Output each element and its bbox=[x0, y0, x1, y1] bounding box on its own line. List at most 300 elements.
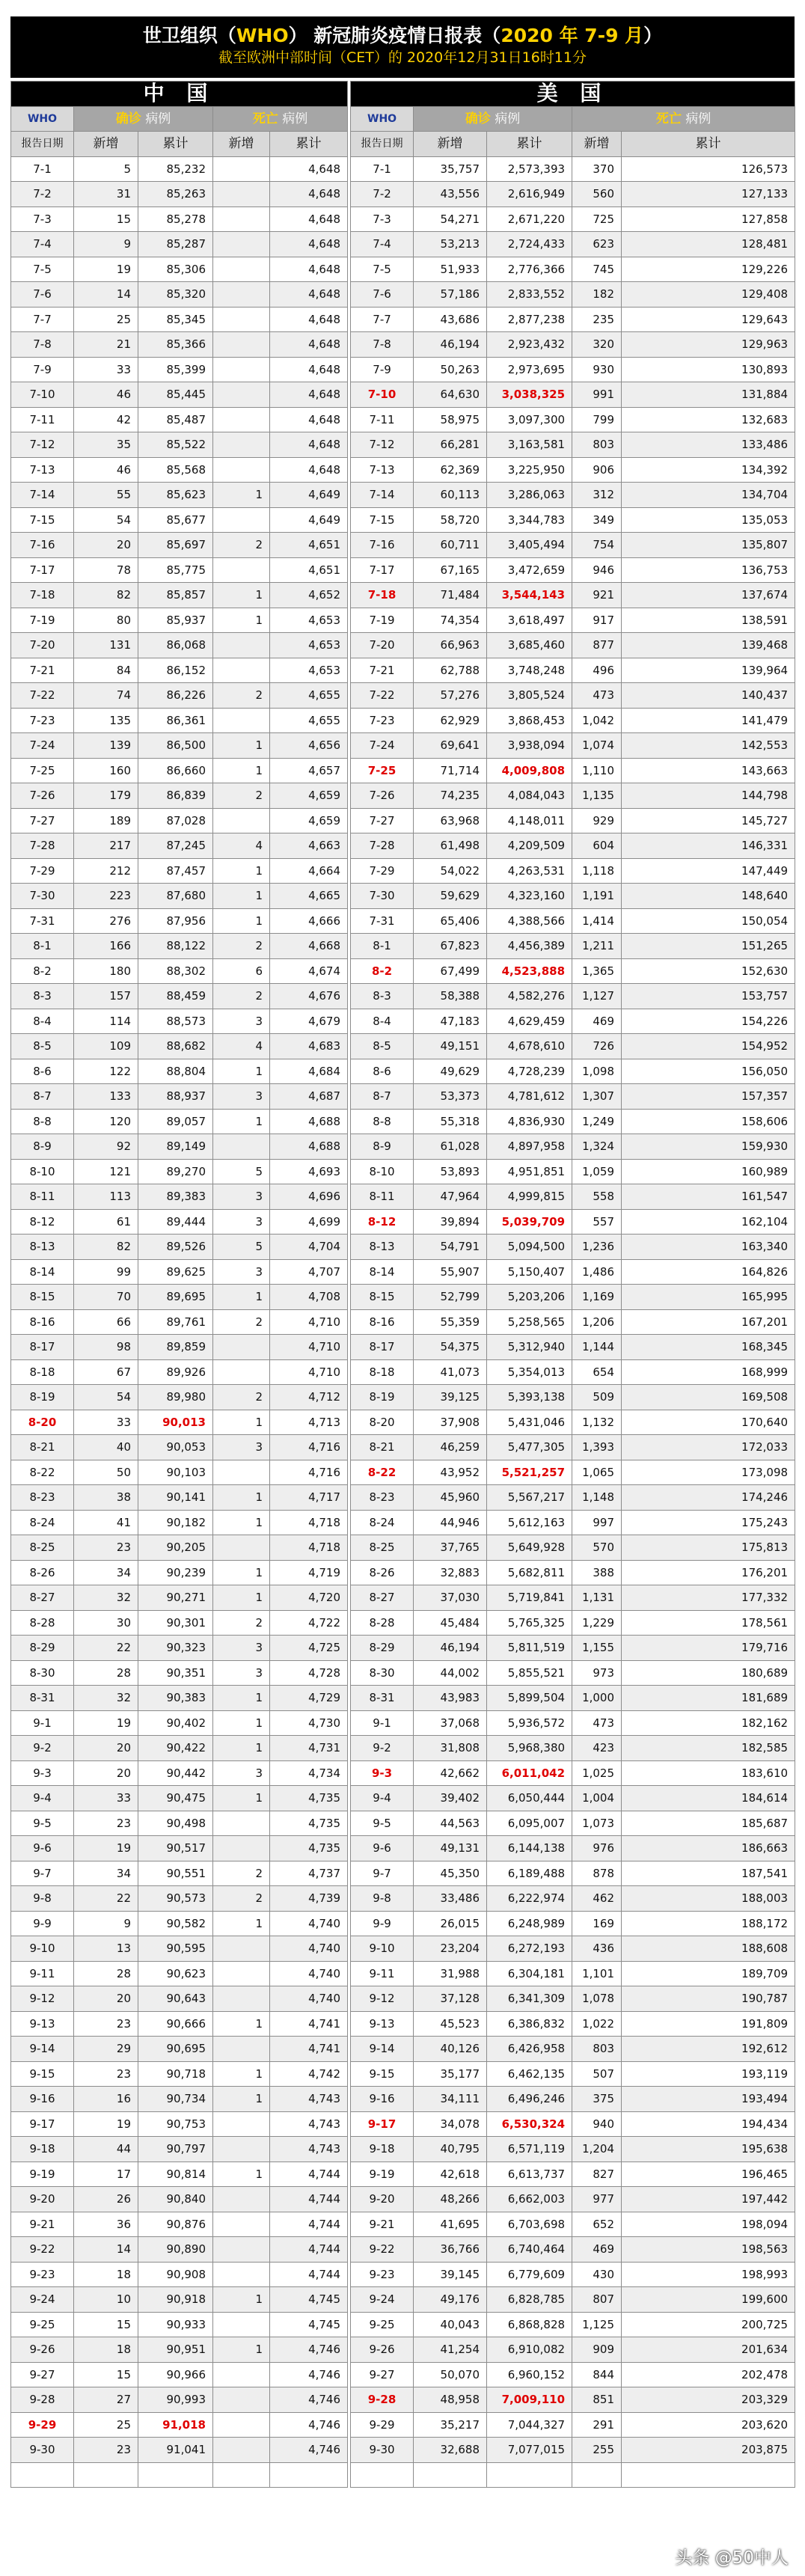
report-header bbox=[10, 16, 795, 78]
us-deaths-new-cell: 320 bbox=[572, 332, 622, 358]
cn-date-cell: 9-17 bbox=[11, 2111, 74, 2137]
cn-date-cell: 7-28 bbox=[11, 833, 74, 859]
us-deaths-total-cell: 143,663 bbox=[622, 758, 795, 783]
us-date-cell: 8-27 bbox=[351, 1585, 414, 1611]
cn-date-cell: 7-13 bbox=[11, 457, 74, 483]
us-date-cell: 8-24 bbox=[351, 1510, 414, 1535]
cn-deaths-total-cell: 4,687 bbox=[270, 1084, 348, 1110]
us-deaths-new-cell: 940 bbox=[572, 2111, 622, 2137]
us-date-cell: 9-8 bbox=[351, 1886, 414, 1912]
cn-deaths-total-cell: 4,739 bbox=[270, 1886, 348, 1912]
cn-deaths-total-cell: 4,745 bbox=[270, 2287, 348, 2313]
table-row bbox=[11, 1009, 795, 1034]
cn-deaths-total-cell: 4,688 bbox=[270, 1134, 348, 1160]
cn-date-cell: 7-12 bbox=[11, 432, 74, 458]
us-confirmed-new-cell: 63,968 bbox=[414, 808, 487, 833]
cn-confirmed-new-cell: 40 bbox=[74, 1435, 138, 1460]
us-date-cell: 7-4 bbox=[351, 232, 414, 257]
us-deaths-total-cell: 165,995 bbox=[622, 1285, 795, 1310]
table-footer-row bbox=[11, 2462, 795, 2488]
us-deaths-new-cell: 560 bbox=[572, 182, 622, 207]
us-deaths-new-cell: 570 bbox=[572, 1535, 622, 1561]
cn-deaths-new-cell bbox=[213, 282, 270, 308]
us-deaths-new-cell: 1,191 bbox=[572, 884, 622, 909]
cn-deaths-total-cell: 4,651 bbox=[270, 533, 348, 558]
us-deaths-total-cell: 152,630 bbox=[622, 958, 795, 984]
cn-confirmed-total-cell: 86,660 bbox=[138, 758, 213, 783]
cn-deaths-new-cell: 1 bbox=[213, 1059, 270, 1084]
cn-confirmed-new-cell: 180 bbox=[74, 958, 138, 984]
us-date-cell: 8-6 bbox=[351, 1059, 414, 1084]
cn-date-cell: 8-21 bbox=[11, 1435, 74, 1460]
us-confirmed-new-cell: 23,204 bbox=[414, 1936, 487, 1962]
us-confirmed-new-cell: 39,125 bbox=[414, 1385, 487, 1410]
cn-deaths-new-cell bbox=[213, 307, 270, 332]
cn-confirmed-total-cell: 87,028 bbox=[138, 808, 213, 833]
us-deaths-total-cell: 175,813 bbox=[622, 1535, 795, 1561]
table-row bbox=[11, 1986, 795, 2012]
cn-deaths-total-cell: 4,659 bbox=[270, 808, 348, 833]
us-confirmed-total-cell: 3,938,094 bbox=[487, 733, 572, 759]
us-date-cell: 7-23 bbox=[351, 708, 414, 733]
cn-deaths-new-cell: 2 bbox=[213, 683, 270, 709]
cn-deaths-new-cell: 4 bbox=[213, 833, 270, 859]
cn-deaths-total-cell: 4,735 bbox=[270, 1811, 348, 1836]
us-date-cell: 7-31 bbox=[351, 908, 414, 934]
cn-deaths-total-cell: 4,653 bbox=[270, 658, 348, 683]
us-confirmed-new-cell: 58,975 bbox=[414, 407, 487, 432]
us-deaths-new-cell: 1,101 bbox=[572, 1961, 622, 1986]
cn-date-cell: 8-6 bbox=[11, 1059, 74, 1084]
cn-confirmed-total-cell: 90,182 bbox=[138, 1510, 213, 1535]
cn-deaths-total-cell: 4,730 bbox=[270, 1710, 348, 1736]
cn-deaths-total-cell: 4,655 bbox=[270, 683, 348, 709]
us-confirmed-total-cell: 4,897,958 bbox=[487, 1134, 572, 1160]
cn-date-cell: 8-4 bbox=[11, 1009, 74, 1034]
cn-date-cell: 8-17 bbox=[11, 1335, 74, 1360]
cn-deaths-new-cell bbox=[213, 357, 270, 382]
us-confirmed-total-cell: 3,163,581 bbox=[487, 432, 572, 458]
cn-confirmed-new-cell: 131 bbox=[74, 633, 138, 658]
us-deaths-total-cell: 164,826 bbox=[622, 1259, 795, 1285]
cn-confirmed-total-cell: 90,573 bbox=[138, 1886, 213, 1912]
us-deaths-new-cell: 1,022 bbox=[572, 2011, 622, 2037]
cn-deaths-total-cell: 4,735 bbox=[270, 1836, 348, 1861]
cn-deaths-new-cell bbox=[213, 1836, 270, 1861]
cn-confirmed-new-cell: 31 bbox=[74, 182, 138, 207]
cn-deaths-total-cell: 4,712 bbox=[270, 1385, 348, 1410]
cn-deaths-total-cell: 4,713 bbox=[270, 1410, 348, 1435]
cn-deaths-new-cell bbox=[213, 658, 270, 683]
us-deaths-total-cell: 127,858 bbox=[622, 206, 795, 232]
cn-deaths-total-cell: 4,668 bbox=[270, 934, 348, 959]
cn-deaths-total-cell: 4,734 bbox=[270, 1760, 348, 1786]
us-confirmed-total-header: 累计 bbox=[487, 132, 572, 157]
cn-confirmed-new-cell: 42 bbox=[74, 407, 138, 432]
us-confirmed-new-cell: 32,688 bbox=[414, 2438, 487, 2463]
us-deaths-total-cell: 179,716 bbox=[622, 1636, 795, 1661]
us-deaths-total-cell: 200,725 bbox=[622, 2312, 795, 2337]
table-row bbox=[11, 206, 795, 232]
us-who-label: WHO bbox=[351, 106, 414, 132]
us-confirmed-total-cell: 3,038,325 bbox=[487, 382, 572, 408]
table-row bbox=[11, 2087, 795, 2112]
cn-date-cell: 8-8 bbox=[11, 1109, 74, 1134]
daily-report-table bbox=[10, 81, 795, 2488]
us-confirmed-new-cell: 46,194 bbox=[414, 332, 487, 358]
cn-confirmed-total-cell: 90,797 bbox=[138, 2137, 213, 2162]
country-header-row bbox=[11, 82, 795, 107]
cn-deaths-total-cell: 4,746 bbox=[270, 2387, 348, 2413]
us-confirmed-new-cell: 57,276 bbox=[414, 683, 487, 709]
us-deaths-new-cell: 1,324 bbox=[572, 1134, 622, 1160]
us-deaths-new-cell: 509 bbox=[572, 1385, 622, 1410]
us-date-cell: 9-10 bbox=[351, 1936, 414, 1962]
cn-deaths-new-cell: 1 bbox=[213, 1710, 270, 1736]
cn-deaths-new-cell bbox=[213, 232, 270, 257]
us-deaths-new-cell: 1,155 bbox=[572, 1636, 622, 1661]
cn-date-cell: 9-15 bbox=[11, 2061, 74, 2087]
cn-confirmed-total-cell: 89,057 bbox=[138, 1109, 213, 1134]
cn-confirmed-total-cell: 85,775 bbox=[138, 557, 213, 583]
us-deaths-total-cell: 163,340 bbox=[622, 1235, 795, 1260]
cn-deaths-total-cell: 4,725 bbox=[270, 1636, 348, 1661]
cn-deaths-total-cell: 4,649 bbox=[270, 483, 348, 508]
us-confirmed-new-cell: 44,563 bbox=[414, 1811, 487, 1836]
us-date-cell: 9-12 bbox=[351, 1986, 414, 2012]
cn-date-cell: 7-6 bbox=[11, 282, 74, 308]
table-row bbox=[11, 683, 795, 709]
us-confirmed-total-cell: 3,685,460 bbox=[487, 633, 572, 658]
us-confirmed-new-cell: 53,373 bbox=[414, 1084, 487, 1110]
cn-confirmed-total-cell: 90,814 bbox=[138, 2162, 213, 2187]
cn-confirmed-new-cell: 20 bbox=[74, 1736, 138, 1761]
table-row bbox=[11, 858, 795, 884]
us-confirmed-total-cell: 4,836,930 bbox=[487, 1109, 572, 1134]
cn-deaths-total-cell: 4,648 bbox=[270, 307, 348, 332]
us-confirmed-new-cell: 46,194 bbox=[414, 1636, 487, 1661]
cn-confirmed-total-cell: 88,302 bbox=[138, 958, 213, 984]
cn-deaths-total-cell: 4,653 bbox=[270, 633, 348, 658]
cn-date-cell: 9-3 bbox=[11, 1760, 74, 1786]
cn-deaths-total-cell: 4,716 bbox=[270, 1460, 348, 1485]
us-date-cell: 7-24 bbox=[351, 733, 414, 759]
us-confirmed-total-cell: 5,719,841 bbox=[487, 1585, 572, 1611]
cn-deaths-new-cell bbox=[213, 2387, 270, 2413]
table-row bbox=[11, 884, 795, 909]
cn-confirmed-new-cell: 15 bbox=[74, 2312, 138, 2337]
us-date-cell: 9-29 bbox=[351, 2412, 414, 2438]
us-date-cell: 9-23 bbox=[351, 2262, 414, 2287]
cn-deaths-total-cell: 4,731 bbox=[270, 1736, 348, 1761]
cn-deaths-total-cell: 4,652 bbox=[270, 583, 348, 608]
us-deaths-total-cell: 148,640 bbox=[622, 884, 795, 909]
us-date-cell: 9-1 bbox=[351, 1710, 414, 1736]
cn-confirmed-total-cell: 90,876 bbox=[138, 2212, 213, 2237]
cn-confirmed-new-header: 新增 bbox=[74, 132, 138, 157]
us-confirmed-new-cell: 39,145 bbox=[414, 2262, 487, 2287]
cn-confirmed-new-cell: 23 bbox=[74, 2011, 138, 2037]
table-row bbox=[11, 332, 795, 358]
us-confirmed-total-cell: 4,456,389 bbox=[487, 934, 572, 959]
us-deaths-total-cell: 196,465 bbox=[622, 2162, 795, 2187]
cn-deaths-new-cell: 1 bbox=[213, 1560, 270, 1585]
us-deaths-total-cell: 140,437 bbox=[622, 683, 795, 709]
cn-confirmed-new-cell: 26 bbox=[74, 2187, 138, 2212]
us-confirmed-total-cell: 2,877,238 bbox=[487, 307, 572, 332]
cn-date-cell: 9-27 bbox=[11, 2362, 74, 2387]
us-confirmed-total-cell: 6,868,828 bbox=[487, 2312, 572, 2337]
us-date-cell: 7-14 bbox=[351, 483, 414, 508]
us-deaths-new-cell: 1,393 bbox=[572, 1435, 622, 1460]
us-confirmed-total-cell: 7,077,015 bbox=[487, 2438, 572, 2463]
cn-confirmed-new-cell: 22 bbox=[74, 1636, 138, 1661]
us-date-cell: 8-9 bbox=[351, 1134, 414, 1160]
cn-confirmed-new-cell: 67 bbox=[74, 1359, 138, 1385]
us-confirmed-total-cell: 2,833,552 bbox=[487, 282, 572, 308]
us-deaths-new-cell: 803 bbox=[572, 2037, 622, 2062]
table-row bbox=[11, 382, 795, 408]
cn-deaths-new-cell bbox=[213, 2187, 270, 2212]
us-deaths-new-cell: 1,211 bbox=[572, 934, 622, 959]
us-deaths-total-cell: 141,479 bbox=[622, 708, 795, 733]
cn-deaths-total-cell: 4,699 bbox=[270, 1209, 348, 1235]
cn-deaths-new-cell bbox=[213, 1460, 270, 1485]
us-deaths-total-cell: 172,033 bbox=[622, 1435, 795, 1460]
cn-deaths-new-header: 新增 bbox=[213, 132, 270, 157]
cn-deaths-new-cell: 3 bbox=[213, 1259, 270, 1285]
cn-deaths-total-cell: 4,746 bbox=[270, 2438, 348, 2463]
cn-confirmed-total-cell: 88,804 bbox=[138, 1059, 213, 1084]
us-deaths-new-cell: 1,486 bbox=[572, 1259, 622, 1285]
us-date-cell: 9-27 bbox=[351, 2362, 414, 2387]
us-confirmed-new-cell: 62,929 bbox=[414, 708, 487, 733]
us-confirmed-new-cell: 54,022 bbox=[414, 858, 487, 884]
cn-date-cell: 7-2 bbox=[11, 182, 74, 207]
cn-deaths-new-cell: 1 bbox=[213, 2087, 270, 2112]
us-confirmed-total-cell: 5,431,046 bbox=[487, 1410, 572, 1435]
cn-confirmed-new-cell: 19 bbox=[74, 1836, 138, 1861]
cn-confirmed-total-cell: 90,551 bbox=[138, 1861, 213, 1886]
cn-deaths-new-cell: 1 bbox=[213, 858, 270, 884]
cn-deaths-new-cell: 1 bbox=[213, 1510, 270, 1535]
us-deaths-total-cell: 129,643 bbox=[622, 307, 795, 332]
cn-confirmed-total-cell: 90,666 bbox=[138, 2011, 213, 2037]
cn-confirmed-total-cell: 90,643 bbox=[138, 1986, 213, 2012]
us-date-cell: 7-8 bbox=[351, 332, 414, 358]
cn-confirmed-total-cell: 86,226 bbox=[138, 683, 213, 709]
cn-confirmed-total-cell: 89,383 bbox=[138, 1184, 213, 1210]
us-confirmed-new-cell: 45,484 bbox=[414, 1610, 487, 1636]
us-confirmed-new-cell: 60,711 bbox=[414, 533, 487, 558]
us-deaths-total-cell: 198,563 bbox=[622, 2237, 795, 2263]
cn-deaths-new-cell: 4 bbox=[213, 1034, 270, 1059]
us-confirmed-total-cell: 3,405,494 bbox=[487, 533, 572, 558]
us-deaths-total-cell: 168,999 bbox=[622, 1359, 795, 1385]
us-confirmed-total-cell: 4,084,043 bbox=[487, 783, 572, 809]
us-confirmed-total-cell: 3,805,524 bbox=[487, 683, 572, 709]
us-confirmed-total-cell: 4,999,815 bbox=[487, 1184, 572, 1210]
us-deaths-new-cell: 930 bbox=[572, 357, 622, 382]
cn-date-cell: 9-6 bbox=[11, 1836, 74, 1861]
us-date-cell: 8-12 bbox=[351, 1209, 414, 1235]
us-confirmed-total-cell: 2,573,393 bbox=[487, 156, 572, 182]
us-deaths-new-cell: 1,148 bbox=[572, 1485, 622, 1511]
us-deaths-total-cell: 128,481 bbox=[622, 232, 795, 257]
cn-confirmed-total-cell: 85,677 bbox=[138, 507, 213, 533]
us-confirmed-total-cell: 3,544,143 bbox=[487, 583, 572, 608]
us-confirmed-total-cell: 4,728,239 bbox=[487, 1059, 572, 1084]
us-deaths-total-cell: 150,054 bbox=[622, 908, 795, 934]
us-deaths-total-cell: 131,884 bbox=[622, 382, 795, 408]
us-date-cell: 9-6 bbox=[351, 1836, 414, 1861]
cn-confirmed-new-cell: 54 bbox=[74, 1385, 138, 1410]
cn-confirmed-new-cell: 98 bbox=[74, 1335, 138, 1360]
us-confirmed-new-cell: 67,823 bbox=[414, 934, 487, 959]
cn-deaths-total-cell: 4,688 bbox=[270, 1109, 348, 1134]
us-confirmed-total-cell: 6,496,246 bbox=[487, 2087, 572, 2112]
cn-confirmed-total-cell: 87,457 bbox=[138, 858, 213, 884]
us-confirmed-new-cell: 47,964 bbox=[414, 1184, 487, 1210]
cn-deaths-new-cell bbox=[213, 1986, 270, 2012]
us-confirmed-total-cell: 5,855,521 bbox=[487, 1660, 572, 1686]
cn-date-cell: 7-31 bbox=[11, 908, 74, 934]
table-row bbox=[11, 1460, 795, 1485]
cn-confirmed-total-cell: 85,278 bbox=[138, 206, 213, 232]
cn-date-cell: 8-30 bbox=[11, 1660, 74, 1686]
us-deaths-total-cell: 153,757 bbox=[622, 984, 795, 1009]
cn-deaths-new-cell bbox=[213, 1811, 270, 1836]
cn-confirmed-total-cell: 85,522 bbox=[138, 432, 213, 458]
us-deaths-new-cell: 235 bbox=[572, 307, 622, 332]
cn-deaths-total-cell: 4,744 bbox=[270, 2212, 348, 2237]
us-deaths-total-cell: 188,003 bbox=[622, 1886, 795, 1912]
table-row bbox=[11, 1535, 795, 1561]
cn-confirmed-total-cell: 88,682 bbox=[138, 1034, 213, 1059]
us-date-cell: 8-21 bbox=[351, 1435, 414, 1460]
cn-deaths-total-cell: 4,741 bbox=[270, 2037, 348, 2062]
cn-deaths-total-cell: 4,676 bbox=[270, 984, 348, 1009]
us-confirmed-total-cell: 4,629,459 bbox=[487, 1009, 572, 1034]
report-title: 世卫组织（WHO） 新冠肺炎疫情日报表（2020 年 7-9 月） bbox=[142, 25, 663, 46]
cn-confirmed-total-cell: 90,053 bbox=[138, 1435, 213, 1460]
us-deaths-total-cell: 132,683 bbox=[622, 407, 795, 432]
cn-deaths-new-cell: 1 bbox=[213, 583, 270, 608]
cn-confirmed-total-cell: 89,859 bbox=[138, 1335, 213, 1360]
us-confirmed-total-cell: 2,671,220 bbox=[487, 206, 572, 232]
cn-date-cell: 8-12 bbox=[11, 1209, 74, 1235]
cn-date-cell: 9-16 bbox=[11, 2087, 74, 2112]
table-row bbox=[11, 2387, 795, 2413]
us-deaths-total-cell: 201,634 bbox=[622, 2337, 795, 2363]
us-confirmed-new-cell: 54,375 bbox=[414, 1335, 487, 1360]
us-date-cell: 8-11 bbox=[351, 1184, 414, 1210]
us-deaths-total-cell: 129,963 bbox=[622, 332, 795, 358]
cn-deaths-total-cell: 4,743 bbox=[270, 2087, 348, 2112]
table-row bbox=[11, 1585, 795, 1611]
cn-date-cell: 7-10 bbox=[11, 382, 74, 408]
us-confirmed-new-cell: 61,028 bbox=[414, 1134, 487, 1160]
us-deaths-total-cell: 174,246 bbox=[622, 1485, 795, 1511]
table-row bbox=[11, 507, 795, 533]
us-confirmed-new-cell: 48,266 bbox=[414, 2187, 487, 2212]
cn-deaths-new-cell: 1 bbox=[213, 1285, 270, 1310]
table-row bbox=[11, 1235, 795, 1260]
cn-date-cell: 8-15 bbox=[11, 1285, 74, 1310]
cn-deaths-total-cell: 4,719 bbox=[270, 1560, 348, 1585]
cn-deaths-new-cell bbox=[213, 2438, 270, 2463]
cn-confirmed-total-cell: 85,568 bbox=[138, 457, 213, 483]
us-deaths-new-cell: 1,110 bbox=[572, 758, 622, 783]
cn-date-cell: 9-5 bbox=[11, 1811, 74, 1836]
us-deaths-total-cell: 173,098 bbox=[622, 1460, 795, 1485]
us-confirmed-new-cell: 47,183 bbox=[414, 1009, 487, 1034]
us-confirmed-total-cell: 5,150,407 bbox=[487, 1259, 572, 1285]
cn-confirmed-new-cell: 55 bbox=[74, 483, 138, 508]
cn-confirmed-total-cell: 90,239 bbox=[138, 1560, 213, 1585]
cn-date-cell: 7-19 bbox=[11, 608, 74, 633]
table-row bbox=[11, 1309, 795, 1335]
cn-deaths-new-cell bbox=[213, 708, 270, 733]
cn-confirmed-new-cell: 121 bbox=[74, 1159, 138, 1184]
cn-confirmed-total-cell: 90,933 bbox=[138, 2312, 213, 2337]
cn-deaths-total-cell: 4,648 bbox=[270, 232, 348, 257]
us-deaths-new-cell: 557 bbox=[572, 1209, 622, 1235]
cn-confirmed-total-cell: 90,442 bbox=[138, 1760, 213, 1786]
us-confirmed-new-cell: 45,523 bbox=[414, 2011, 487, 2037]
us-confirmed-new-cell: 41,254 bbox=[414, 2337, 487, 2363]
table-row bbox=[11, 1636, 795, 1661]
us-date-cell: 7-26 bbox=[351, 783, 414, 809]
us-deaths-total-cell: 156,050 bbox=[622, 1059, 795, 1084]
us-confirmed-total-cell: 6,571,119 bbox=[487, 2137, 572, 2162]
us-deaths-total-cell: 142,553 bbox=[622, 733, 795, 759]
us-date-cell: 8-25 bbox=[351, 1535, 414, 1561]
us-deaths-new-cell: 370 bbox=[572, 156, 622, 182]
cn-deaths-total-cell: 4,746 bbox=[270, 2337, 348, 2363]
cn-confirmed-new-cell: 25 bbox=[74, 307, 138, 332]
us-confirmed-new-cell: 49,151 bbox=[414, 1034, 487, 1059]
us-deaths-new-cell: 1,074 bbox=[572, 733, 622, 759]
us-date-cell: 7-30 bbox=[351, 884, 414, 909]
us-date-cell: 8-2 bbox=[351, 958, 414, 984]
cn-confirmed-new-cell: 166 bbox=[74, 934, 138, 959]
cn-date-cell: 7-3 bbox=[11, 206, 74, 232]
cn-confirmed-new-cell: 15 bbox=[74, 2362, 138, 2387]
cn-confirmed-total-cell: 87,245 bbox=[138, 833, 213, 859]
cn-confirmed-total-cell: 89,761 bbox=[138, 1309, 213, 1335]
cn-confirmed-new-cell: 114 bbox=[74, 1009, 138, 1034]
us-deaths-new-cell: 1,004 bbox=[572, 1786, 622, 1811]
cn-deaths-total-cell: 4,653 bbox=[270, 608, 348, 633]
us-confirmed-total-cell: 6,386,832 bbox=[487, 2011, 572, 2037]
us-deaths-total-cell: 187,541 bbox=[622, 1861, 795, 1886]
us-confirmed-new-cell: 62,788 bbox=[414, 658, 487, 683]
us-confirmed-total-cell: 3,618,497 bbox=[487, 608, 572, 633]
us-confirmed-new-cell: 52,799 bbox=[414, 1285, 487, 1310]
table-row bbox=[11, 1886, 795, 1912]
cn-confirmed-total-cell: 89,149 bbox=[138, 1134, 213, 1160]
us-date-cell: 7-22 bbox=[351, 683, 414, 709]
us-date-cell: 8-18 bbox=[351, 1359, 414, 1385]
cn-confirmed-new-cell: 20 bbox=[74, 1760, 138, 1786]
cn-date-cell: 7-17 bbox=[11, 557, 74, 583]
cn-confirmed-total-cell: 86,068 bbox=[138, 633, 213, 658]
cn-confirmed-new-cell: 276 bbox=[74, 908, 138, 934]
us-deaths-new-cell: 1,025 bbox=[572, 1760, 622, 1786]
us-date-cell: 8-4 bbox=[351, 1009, 414, 1034]
us-deaths-new-cell: 473 bbox=[572, 1710, 622, 1736]
